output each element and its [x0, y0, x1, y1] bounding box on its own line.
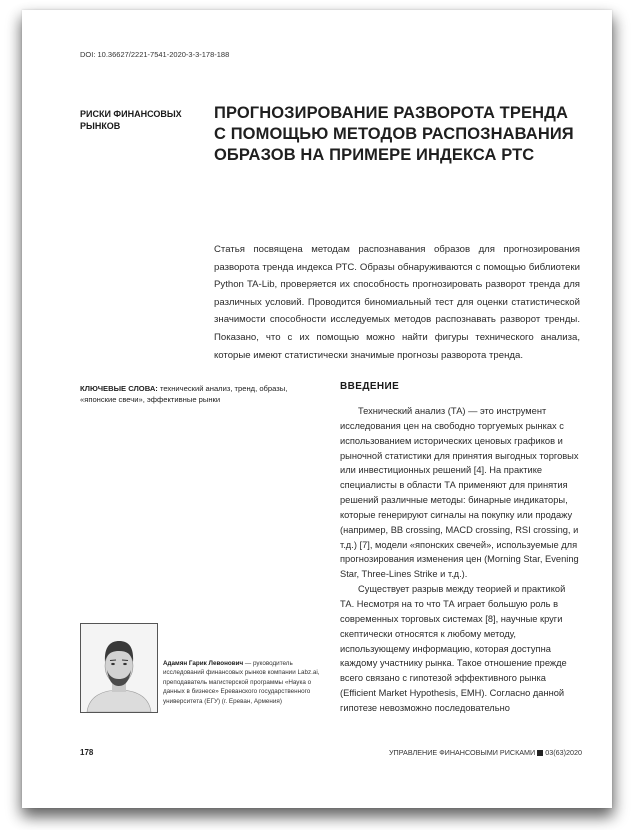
section-label: РИСКИ ФИНАНСОВЫХ РЫНКОВ: [80, 109, 182, 131]
doi: DOI: 10.36627/2221-7541-2020-3-3-178-188: [80, 50, 230, 59]
author-name: Адамян Гарик Левонович: [163, 660, 244, 667]
article-title: ПРОГНОЗИРОВАНИЕ РАЗВОРОТА ТРЕНДА С ПОМОЩЬЮ МЕТОДОВ РАСПОЗНАВАНИЯ ОБРАЗОВ НА ПРИМЕРЕ ИНДЕКСА РТС: [214, 104, 574, 164]
journal-issue: 03(63)2020: [545, 748, 582, 757]
intro-paragraph: Существует разрыв между теорией и практикой ТА. Несмотря на то что ТА играет большую роль в современных торговых системах [8], научные круги скептически относятся к любому методу, использующему информацию, которая доступна каждому участнику рынка. Такое отношение прежде всего связано с гипотезой эффективного рынка (Efficient Market Hypothesis, EMH). Согласно данной гипотезе невозможно последовательно: [340, 584, 567, 713]
keywords-label: КЛЮЧЕВЫЕ СЛОВА:: [80, 384, 158, 393]
journal-name: УПРАВЛЕНИЕ ФИНАНСОВЫМИ РИСКАМИ: [388, 748, 536, 757]
intro-paragraph: Технический анализ (ТА) — это инструмент исследования цен на свободно торгуемых рынках с использованием исторических ценовых графиков и рыночной статистики для принятия выгодных торговых или инвестиционных решений [4]. На практике специалисты в области ТА применяют для принятия решений различные методы: бинарные индикаторы, которые генерируют сигналы на покупку или продажу (например, BB crossing, MACD crossing, RSI crossing, и т.д.) [7], модели «японских свечей», используемые для прогнозирования изменения цен (Morning Star, Evening Star, Three-Lines Strike и т.д.).: [340, 406, 579, 580]
page-number: 178: [80, 748, 94, 757]
intro-heading: ВВЕДЕНИЕ: [340, 381, 400, 392]
intro-body: [340, 404, 582, 716]
square-icon: [537, 750, 543, 756]
author-info: [163, 659, 323, 706]
journal-page: [22, 10, 612, 808]
author-photo: [80, 623, 158, 713]
journal-footer: [389, 748, 582, 757]
keywords-text: технический анализ, тренд, образы, «японские свечи», эффективные рынки: [80, 384, 288, 404]
abstract: Статья посвящена методам распознавания образов для прогнозирования разворота тренда индекса РТС. Образы обнаруживаются с помощью библиотеки Python TA-Lib, проверяется их способность прогнозировать разворот тренда для различных условий. Проводится биномиальный тест для оценки статистической значимости способности исследуемых методов распознавать разворот тренды. Показано, что с их помощью можно найти фигуры технического анализа, которые имеют статистически значимые прогнозы разворота тренда.: [214, 244, 580, 361]
author-bio: — руководитель исследований финансовых рынков компании Labz.ai, преподаватель магистерской программы «Наука о данных в бизнесе» Ереванского государственного университета (ЕГУ) (г. Ереван, Армения): [163, 660, 320, 705]
keywords: [80, 383, 320, 405]
author-portrait-icon: [81, 624, 157, 712]
